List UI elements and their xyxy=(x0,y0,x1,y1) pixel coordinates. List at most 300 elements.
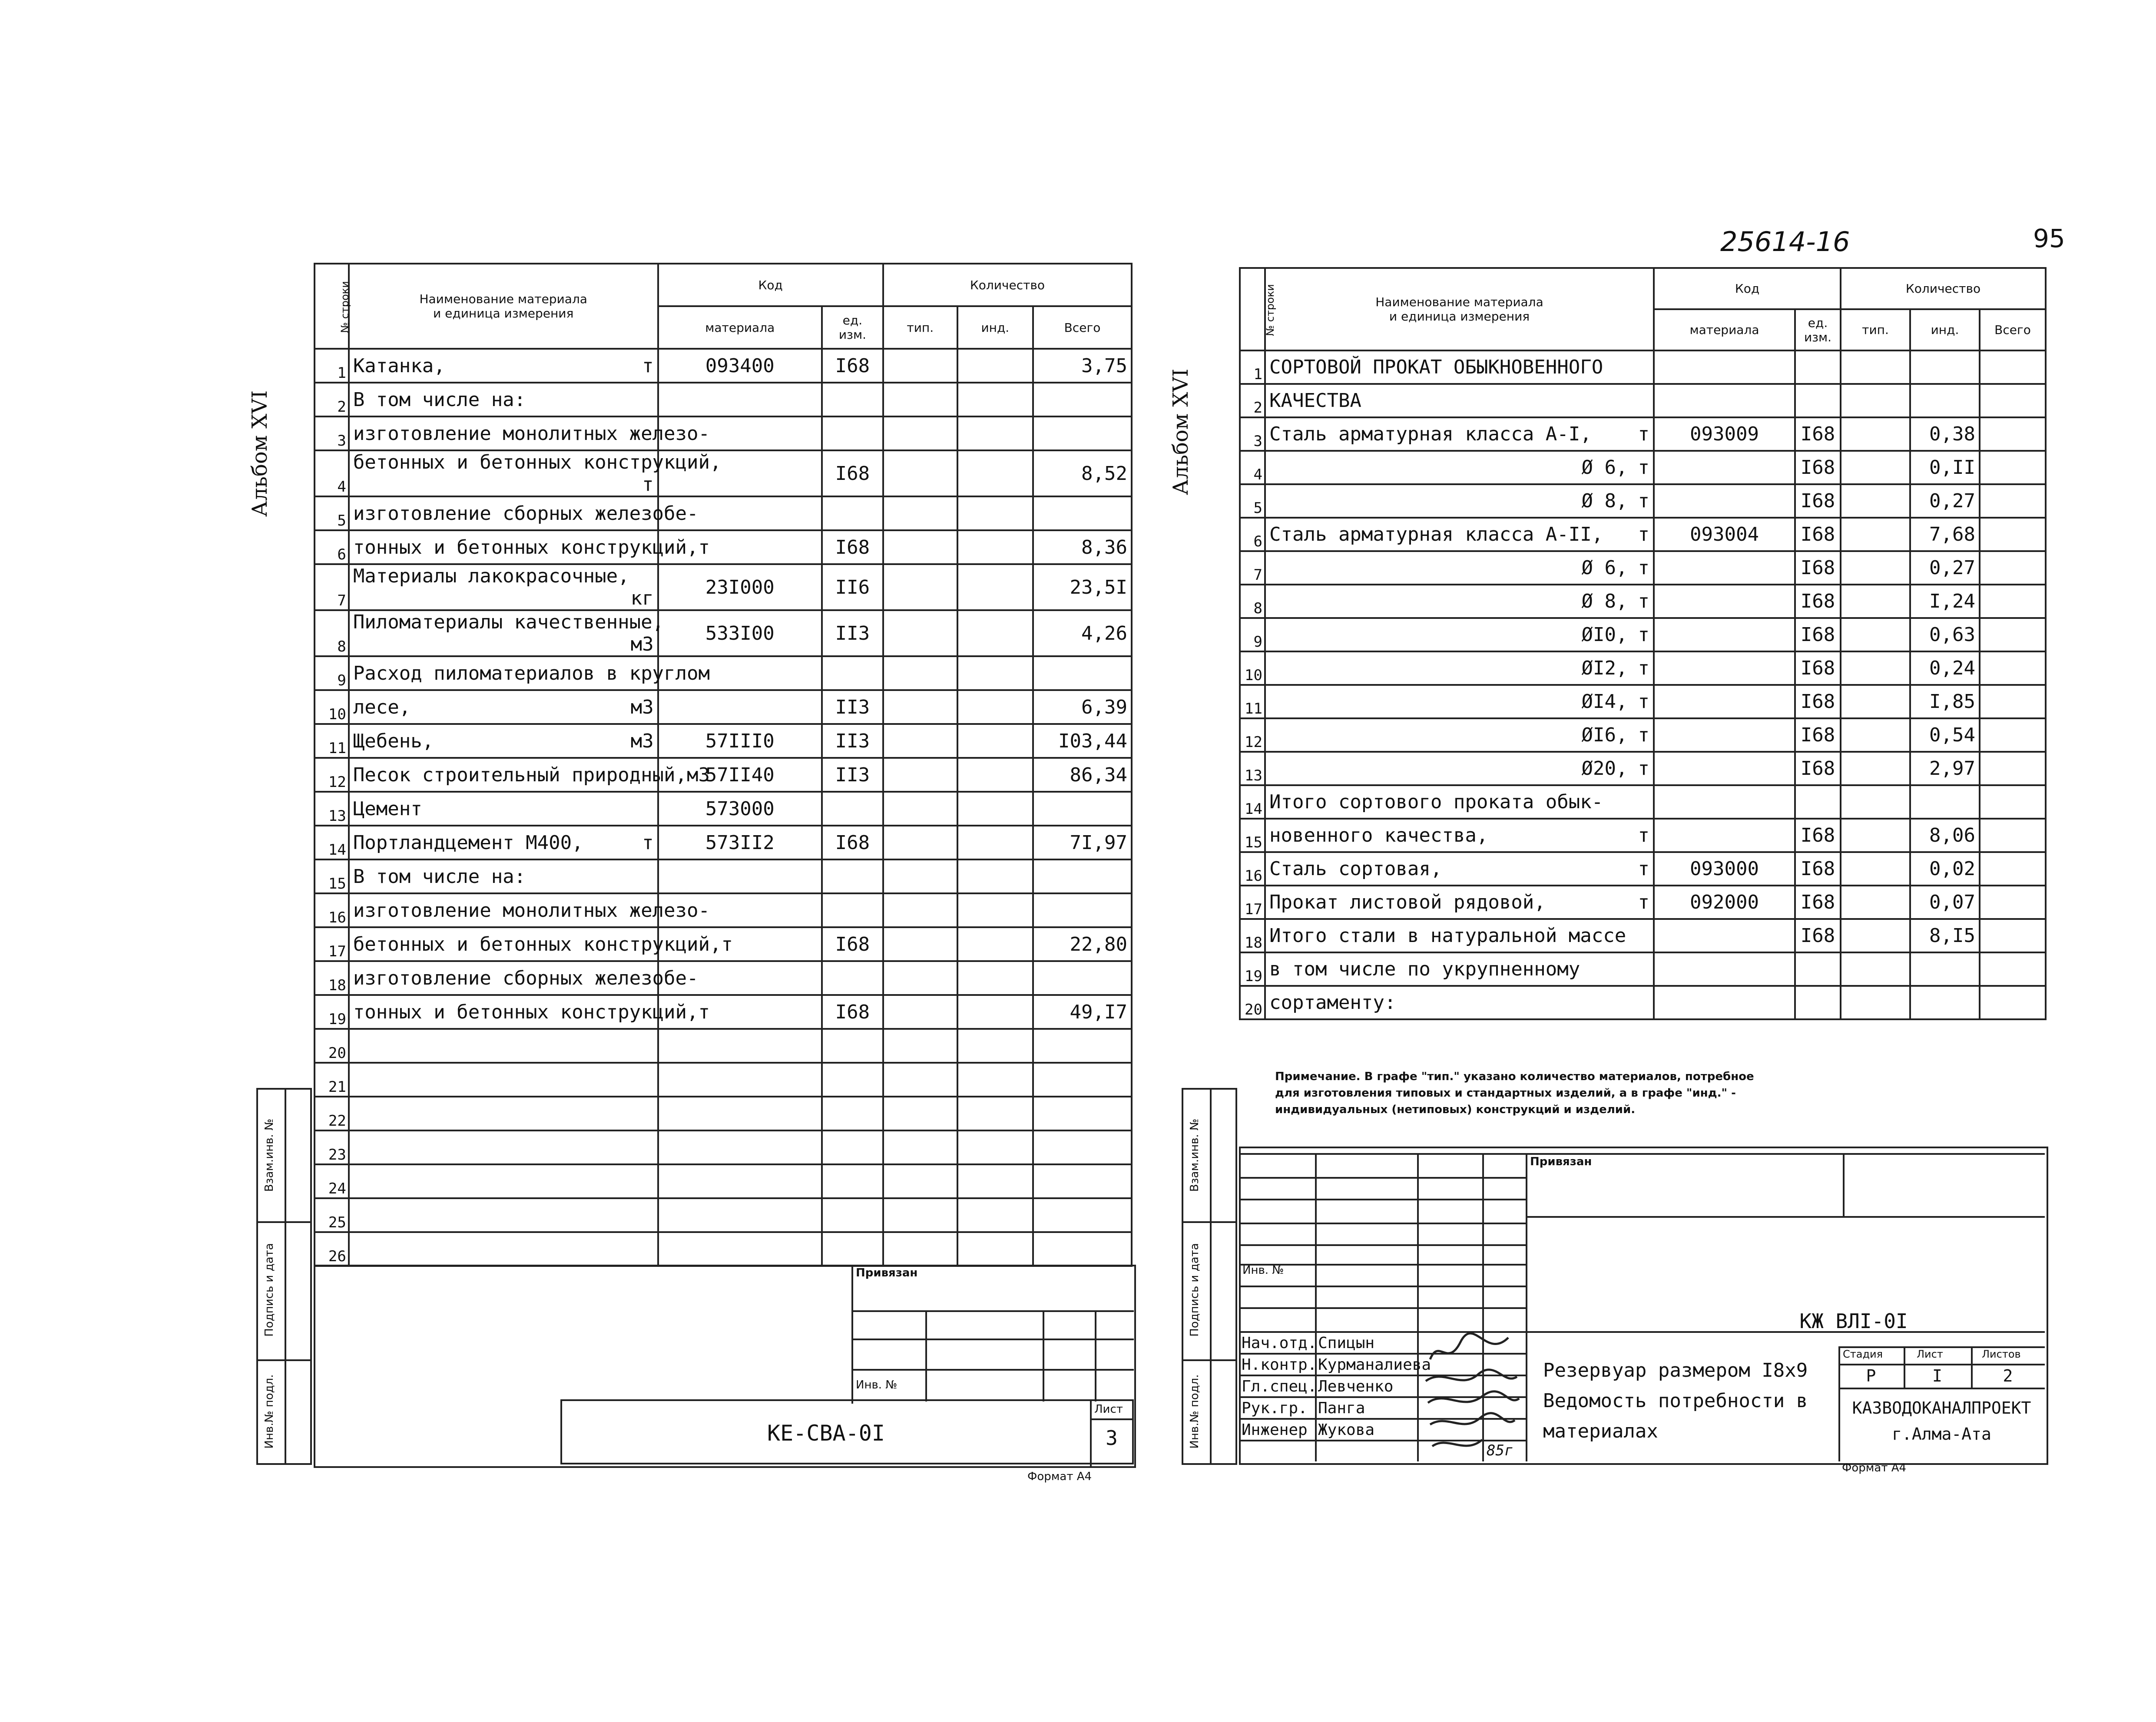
unit-code-cell: I68 xyxy=(822,450,883,496)
name-cell xyxy=(1265,384,1654,417)
material-name: Ø 6, xyxy=(1581,557,1628,579)
ind-cell: 0,38 xyxy=(1910,417,1980,451)
material-name: Итого стали в натуральной массе xyxy=(1269,925,1626,947)
total-cell xyxy=(1033,859,1132,893)
typ-cell xyxy=(1841,518,1910,551)
line-no-cell: 2 xyxy=(1240,384,1265,417)
material-name: новенного качества, xyxy=(1269,824,1488,846)
material-name: Сталь арматурная класса А-I, xyxy=(1269,423,1592,445)
typ-cell xyxy=(1841,618,1910,651)
table-row xyxy=(1240,852,2046,886)
unit-code-cell: I68 xyxy=(1795,518,1841,551)
unit-code-cell: I68 xyxy=(822,826,883,859)
staff-name: Спицын xyxy=(1318,1334,1375,1352)
typ-cell xyxy=(883,450,957,496)
name-cell xyxy=(349,656,710,690)
line-no-cell: 16 xyxy=(1240,852,1265,886)
signatures xyxy=(1421,1333,1521,1459)
unit-code-cell xyxy=(1795,986,1841,1019)
unit-code-cell xyxy=(822,1130,883,1164)
left-title-block xyxy=(560,1399,1134,1464)
total-cell xyxy=(1980,651,2046,685)
code-cell: 57II40 xyxy=(658,758,822,792)
line-no-cell: 3 xyxy=(1240,417,1265,451)
line-no-cell: 17 xyxy=(315,927,349,961)
unit-code-cell xyxy=(822,1164,883,1198)
unit-code-cell: I68 xyxy=(1795,852,1841,886)
material-name: Ø 8, xyxy=(1581,490,1628,512)
unit-code-cell: I68 xyxy=(1795,752,1841,785)
right-table-body xyxy=(1240,350,2046,1019)
line-no-cell: 19 xyxy=(1240,952,1265,986)
typ-cell xyxy=(1841,551,1910,585)
typ-cell xyxy=(883,530,957,564)
unit-code-cell xyxy=(822,1097,883,1130)
line-no-cell: 19 xyxy=(315,995,349,1029)
total-cell xyxy=(1980,484,2046,518)
table-row xyxy=(315,383,1132,416)
ind-cell xyxy=(957,893,1033,927)
unit-code-cell: I68 xyxy=(1795,484,1841,518)
right-side-label-1: Подпись и дата xyxy=(1188,1243,1201,1337)
name-cell xyxy=(1265,685,1654,718)
unit-code-cell: I68 xyxy=(1795,451,1841,484)
table-row xyxy=(1240,952,2046,986)
name-cell xyxy=(349,859,658,893)
material-name: Ø 6, xyxy=(1581,456,1628,479)
table-row xyxy=(315,656,1132,690)
total-cell xyxy=(1980,685,2046,718)
name-cell xyxy=(349,1164,658,1198)
name-cell xyxy=(1265,718,1654,752)
code-cell xyxy=(1654,785,1795,819)
total-cell xyxy=(1033,383,1132,416)
ind-cell xyxy=(957,927,1033,961)
total-cell: 8,36 xyxy=(1033,530,1132,564)
code-cell xyxy=(1654,718,1795,752)
total-cell xyxy=(1980,718,2046,752)
line-no-cell: 21 xyxy=(315,1063,349,1097)
col-code: Код xyxy=(658,264,883,306)
line-no-cell: 14 xyxy=(1240,785,1265,819)
unit-code-cell xyxy=(822,1198,883,1232)
line-no-cell: 20 xyxy=(1240,986,1265,1019)
total-cell xyxy=(1033,1198,1132,1232)
unit-label: т xyxy=(1638,757,1649,780)
left-side-label-1: Подпись и дата xyxy=(263,1243,276,1337)
staff-name: Левченко xyxy=(1318,1378,1394,1395)
line-no-cell: 17 xyxy=(1240,886,1265,919)
name-cell xyxy=(349,416,710,450)
table-row xyxy=(1240,518,2046,551)
line-no-cell: 13 xyxy=(315,792,349,826)
name-cell xyxy=(1265,350,1654,384)
typ-cell xyxy=(883,656,957,690)
unit-label: т xyxy=(1638,423,1649,445)
total-cell xyxy=(1980,819,2046,852)
line-no-cell: 15 xyxy=(315,859,349,893)
name-cell xyxy=(349,690,658,724)
line-no-cell: 25 xyxy=(315,1198,349,1232)
ind-cell xyxy=(957,564,1033,610)
right-inv-label: Инв. № xyxy=(1242,1264,1284,1277)
unit-code-cell: II6 xyxy=(822,564,883,610)
table-row xyxy=(1240,384,2046,417)
typ-cell xyxy=(883,1029,957,1063)
name-cell xyxy=(1265,952,1654,986)
total-cell xyxy=(1033,1097,1132,1130)
table-row xyxy=(1240,919,2046,952)
material-name: сортаменту: xyxy=(1269,992,1396,1014)
material-name: Итого сортового проката обык- xyxy=(1269,791,1603,813)
unit-label: м3 xyxy=(630,633,654,655)
name-cell xyxy=(349,826,658,859)
line-no-cell: 3 xyxy=(315,416,349,450)
name-cell xyxy=(349,450,722,496)
name-cell xyxy=(349,893,710,927)
total-cell xyxy=(1980,350,2046,384)
staff-role: Гл.спец. xyxy=(1242,1378,1317,1395)
drawing-title-line-1: Резервуар размером I8x9 xyxy=(1543,1359,1808,1382)
typ-cell xyxy=(883,1097,957,1130)
total-cell: I03,44 xyxy=(1033,724,1132,758)
staff-role: Нач.отд. xyxy=(1242,1334,1317,1352)
code-cell xyxy=(1654,618,1795,651)
ind-cell: 0,24 xyxy=(1910,651,1980,685)
code-cell: 57III0 xyxy=(658,724,822,758)
unit-label: т xyxy=(1638,590,1649,612)
stage-value: Р xyxy=(1866,1366,1876,1385)
ind-cell xyxy=(957,530,1033,564)
ind-cell: 0,07 xyxy=(1910,886,1980,919)
line-no-cell: 18 xyxy=(1240,919,1265,952)
table-row xyxy=(315,416,1132,450)
unit-code-cell: I68 xyxy=(1795,919,1841,952)
left-album-label: Альбом XVI xyxy=(248,390,272,517)
ind-cell xyxy=(1910,384,1980,417)
name-cell xyxy=(349,1232,658,1266)
line-no-cell: 12 xyxy=(1240,718,1265,752)
r-col-total: Всего xyxy=(1980,309,2046,350)
typ-cell xyxy=(883,610,957,656)
typ-cell xyxy=(883,927,957,961)
typ-cell xyxy=(883,1063,957,1097)
unit-code-cell xyxy=(822,893,883,927)
table-row xyxy=(1240,752,2046,785)
typ-cell xyxy=(883,724,957,758)
ind-cell xyxy=(957,1097,1033,1130)
ind-cell: I,85 xyxy=(1910,685,1980,718)
unit-code-cell xyxy=(822,1232,883,1266)
unit-code-cell xyxy=(822,656,883,690)
col-code-unit: ед. изм. xyxy=(822,306,883,349)
unit-code-cell xyxy=(1795,952,1841,986)
r-col-typ: тип. xyxy=(1841,309,1910,350)
total-cell xyxy=(1033,1232,1132,1266)
col-name: Наименование материала и единица измерения xyxy=(349,264,658,349)
unit-code-cell: I68 xyxy=(822,349,883,383)
staff-name: Курманалиева xyxy=(1318,1356,1431,1374)
unit-code-cell xyxy=(822,1029,883,1063)
code-cell xyxy=(658,859,822,893)
material-name: ØI0, xyxy=(1581,624,1628,646)
total-cell xyxy=(1033,1164,1132,1198)
line-no-cell: 1 xyxy=(315,349,349,383)
name-cell xyxy=(349,792,658,826)
total-cell xyxy=(1033,1063,1132,1097)
material-name: изготовление сборных железобе- xyxy=(353,502,699,525)
r-col-ind: инд. xyxy=(1910,309,1980,350)
typ-cell xyxy=(1841,384,1910,417)
material-name: ØI6, xyxy=(1581,724,1628,746)
left-side-label-0: Взам.инв. № xyxy=(263,1118,276,1192)
name-cell xyxy=(349,1198,658,1232)
name-cell xyxy=(1265,651,1654,685)
code-cell: 573II2 xyxy=(658,826,822,859)
r-col-code-unit: ед. изм. xyxy=(1795,309,1841,350)
material-name: изготовление монолитных железо- xyxy=(353,899,710,922)
line-no-cell: 20 xyxy=(315,1029,349,1063)
table-row xyxy=(1240,417,2046,451)
table-row xyxy=(315,1130,1132,1164)
total-cell xyxy=(1980,785,2046,819)
material-name: Катанка, xyxy=(353,354,445,377)
typ-cell xyxy=(883,1198,957,1232)
code-cell xyxy=(658,1164,822,1198)
typ-cell xyxy=(1841,451,1910,484)
col-typ: тип. xyxy=(883,306,957,349)
name-cell xyxy=(349,961,699,995)
ind-cell xyxy=(1910,350,1980,384)
material-name: Расход пиломатериалов в круглом xyxy=(353,662,710,684)
code-cell xyxy=(1654,685,1795,718)
col-total: Всего xyxy=(1033,306,1132,349)
stage-label: Стадия xyxy=(1843,1348,1883,1360)
code-cell xyxy=(658,1232,822,1266)
unit-code-cell: I68 xyxy=(1795,551,1841,585)
code-cell xyxy=(658,1130,822,1164)
code-cell xyxy=(1654,585,1795,618)
total-cell xyxy=(1980,986,2046,1019)
table-row xyxy=(1240,886,2046,919)
material-name: бетонных и бетонных конструкций, xyxy=(353,451,722,473)
name-cell xyxy=(1265,785,1654,819)
ind-cell xyxy=(957,690,1033,724)
typ-cell xyxy=(883,758,957,792)
name-cell xyxy=(349,383,658,416)
table-row xyxy=(315,1232,1132,1266)
unit-code-cell: I68 xyxy=(1795,417,1841,451)
ind-cell xyxy=(957,792,1033,826)
material-name: лесе, xyxy=(353,696,411,718)
total-cell xyxy=(1033,961,1132,995)
unit-code-cell xyxy=(822,859,883,893)
r-col-line-no: № строки xyxy=(1240,268,1265,350)
total-cell: 86,34 xyxy=(1033,758,1132,792)
col-line-no: № строки xyxy=(315,264,349,349)
line-no-cell: 16 xyxy=(315,893,349,927)
table-row xyxy=(1240,551,2046,585)
code-cell xyxy=(658,1097,822,1130)
table-row xyxy=(1240,651,2046,685)
unit-label: т xyxy=(642,831,654,854)
line-no-cell: 26 xyxy=(315,1232,349,1266)
typ-cell xyxy=(883,859,957,893)
table-row xyxy=(1240,986,2046,1019)
table-row xyxy=(315,792,1132,826)
table-row xyxy=(315,1164,1132,1198)
line-no-cell: 12 xyxy=(315,758,349,792)
ind-cell xyxy=(1910,952,1980,986)
material-name: Щебень, xyxy=(353,730,434,752)
unit-code-cell: I68 xyxy=(1795,819,1841,852)
typ-cell xyxy=(1841,484,1910,518)
line-no-cell: 2 xyxy=(315,383,349,416)
typ-cell xyxy=(883,826,957,859)
line-no-cell: 10 xyxy=(315,690,349,724)
name-cell xyxy=(349,349,658,383)
name-cell xyxy=(349,564,658,610)
typ-cell xyxy=(883,961,957,995)
total-cell xyxy=(1980,886,2046,919)
name-cell xyxy=(1265,451,1654,484)
table-row xyxy=(315,724,1132,758)
unit-label: т xyxy=(1638,858,1649,880)
sheet-label: Лист xyxy=(1917,1348,1943,1360)
name-cell xyxy=(1265,886,1654,919)
left-materials-table xyxy=(314,263,1133,1267)
code-cell: 23I000 xyxy=(658,564,822,610)
right-side-label-2: Инв.№ подл. xyxy=(1188,1374,1201,1449)
table-row xyxy=(315,927,1132,961)
line-no-cell: 9 xyxy=(1240,618,1265,651)
left-sheet-label: Лист xyxy=(1094,1403,1123,1416)
total-cell: 8,52 xyxy=(1033,450,1132,496)
table-row xyxy=(1240,685,2046,718)
line-no-cell: 14 xyxy=(315,826,349,859)
name-cell xyxy=(1265,518,1654,551)
unit-label: т xyxy=(642,354,654,377)
ind-cell xyxy=(1910,785,1980,819)
unit-code-cell: I68 xyxy=(1795,651,1841,685)
code-cell xyxy=(1654,986,1795,1019)
code-cell: 093000 xyxy=(1654,852,1795,886)
line-no-cell: 8 xyxy=(315,610,349,656)
table-row xyxy=(315,826,1132,859)
unit-code-cell: I68 xyxy=(1795,886,1841,919)
left-sheet-number: 3 xyxy=(1106,1426,1118,1450)
table-row xyxy=(1240,585,2046,618)
right-note: Примечание. В графе "тип." указано количество материалов, потребное для изготовления типовых и стандартных изделий, а в графе "инд." - индивидуальных (нетиповых) конструкций и изделий. xyxy=(1275,1070,1754,1116)
unit-code-cell: I68 xyxy=(1795,618,1841,651)
code-cell xyxy=(1654,451,1795,484)
table-row xyxy=(315,758,1132,792)
name-cell xyxy=(349,927,733,961)
material-name: изготовление сборных железобе- xyxy=(353,967,699,989)
ind-cell xyxy=(1910,986,1980,1019)
material-name: Песок строительный природный,м3 xyxy=(353,763,710,786)
material-name: изготовление монолитных железо- xyxy=(353,422,710,445)
r-col-code: Код xyxy=(1654,268,1841,309)
r-col-code-material: материала xyxy=(1654,309,1795,350)
total-cell xyxy=(1980,518,2046,551)
line-no-cell: 8 xyxy=(1240,585,1265,618)
code-cell xyxy=(658,1063,822,1097)
unit-label: т xyxy=(1638,557,1649,579)
name-cell xyxy=(349,1130,658,1164)
line-no-cell: 9 xyxy=(315,656,349,690)
staff-name: Панга xyxy=(1318,1399,1365,1417)
line-no-cell: 7 xyxy=(1240,551,1265,585)
right-privyazan-label: Привязан xyxy=(1530,1155,1592,1168)
table-row xyxy=(315,961,1132,995)
line-no-cell: 18 xyxy=(315,961,349,995)
typ-cell xyxy=(883,496,957,530)
total-cell xyxy=(1980,451,2046,484)
ind-cell xyxy=(957,383,1033,416)
staff-role: Н.контр. xyxy=(1242,1356,1317,1374)
unit-code-cell: II3 xyxy=(822,690,883,724)
unit-code-cell: I68 xyxy=(1795,585,1841,618)
right-page-number: 95 xyxy=(2033,224,2065,253)
unit-code-cell: II3 xyxy=(822,610,883,656)
unit-label: т xyxy=(1638,891,1649,913)
total-cell xyxy=(1980,919,2046,952)
name-cell xyxy=(1265,417,1654,451)
line-no-cell: 6 xyxy=(1240,518,1265,551)
unit-code-cell xyxy=(822,496,883,530)
unit-code-cell: I68 xyxy=(822,530,883,564)
total-cell xyxy=(1980,952,2046,986)
typ-cell xyxy=(883,995,957,1029)
code-cell xyxy=(1654,350,1795,384)
table-row xyxy=(315,1029,1132,1063)
right-side-label-0: Взам.инв. № xyxy=(1188,1118,1201,1192)
drawing-title-line-2: Ведомость потребности в xyxy=(1543,1390,1808,1412)
line-no-cell: 13 xyxy=(1240,752,1265,785)
line-no-cell: 1 xyxy=(1240,350,1265,384)
typ-cell xyxy=(1841,752,1910,785)
unit-label: кг xyxy=(630,587,654,609)
code-cell: 092000 xyxy=(1654,886,1795,919)
ind-cell xyxy=(957,1130,1033,1164)
ind-cell: 0,02 xyxy=(1910,852,1980,886)
name-cell xyxy=(349,610,664,656)
unit-code-cell xyxy=(822,792,883,826)
code-cell xyxy=(658,383,822,416)
code-cell xyxy=(658,1198,822,1232)
unit-code-cell xyxy=(822,1063,883,1097)
typ-cell xyxy=(1841,585,1910,618)
total-cell: 4,26 xyxy=(1033,610,1132,656)
ind-cell xyxy=(957,450,1033,496)
line-no-cell: 23 xyxy=(315,1130,349,1164)
unit-label: т xyxy=(1638,691,1649,713)
line-no-cell: 4 xyxy=(1240,451,1265,484)
table-row xyxy=(315,859,1132,893)
material-name: в том числе по укрупненному xyxy=(1269,958,1580,980)
typ-cell xyxy=(883,564,957,610)
sheet-value: I xyxy=(1932,1366,1942,1385)
table-row xyxy=(315,1097,1132,1130)
material-name: Материалы лакокрасочные, xyxy=(353,565,629,587)
col-code-material: материала xyxy=(658,306,822,349)
unit-label: т xyxy=(1638,490,1649,512)
typ-cell xyxy=(883,792,957,826)
ind-cell xyxy=(957,416,1033,450)
ind-cell: 8,06 xyxy=(1910,819,1980,852)
unit-code-cell: II3 xyxy=(822,724,883,758)
